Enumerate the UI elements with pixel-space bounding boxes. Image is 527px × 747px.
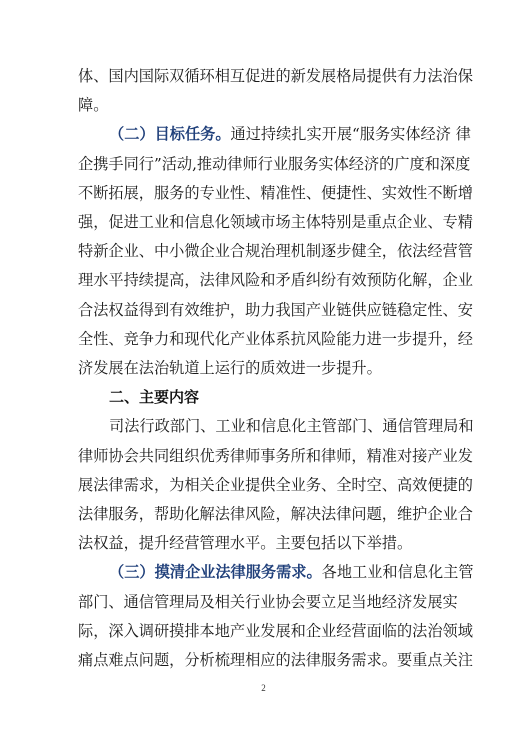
body-text-line: 特新企业、中小微企业合规治理机制逐步健全，依法经营管 [78,242,473,260]
subheading-objectives: （二）目标任务。 [109,125,231,143]
body-text-line: 强，促进工业和信息化领域市场主体特别是重点企业、专精 [78,213,473,231]
paragraph-demand-first-line [109,562,474,582]
body-text-fragment: 通过持续扎实开展“服务实体经济 律 [230,125,471,143]
body-text-line: 展法律需求，为相关企业提供全业务、全时空、高效便捷的 [78,476,473,494]
subheading-demand: （三）摸清企业法律服务需求。 [109,563,322,581]
body-text-line: 不断拓展，服务的专业性、精准性、便捷性、实效性不断增 [78,184,473,202]
body-text-line: 企携手同行”活动,推动律师行业服务实体经济的广度和深度 [78,155,471,173]
paragraph-objectives-first-line [109,124,471,144]
body-text-line: 障。 [78,96,109,114]
body-text-line: 法律服务，帮助化解法律风险，解决法律问题，维护企业合 [78,505,473,523]
body-text-line: 法权益，提升经营管理水平。主要包括以下举措。 [78,534,413,552]
body-text-fragment: 各地工业和信息化主管 [321,563,474,581]
body-text-line: 痛点难点问题，分析梳理相应的法律服务需求。要重点关注 [78,651,473,669]
section-heading-main-content: 二、主要内容 [109,388,200,406]
body-text-line: 济发展在法治轨道上运行的质效进一步提升。 [78,359,382,377]
body-text-line: 理水平持续提高，法律风险和矛盾纠纷有效预防化解，企业 [78,271,473,289]
body-text-line: 全性、竞争力和现代化产业体系抗风险能力进一步提升，经 [78,330,473,348]
body-text-line: 合法权益得到有效维护，助力我国产业链供应链稳定性、安 [78,301,473,319]
body-text-line: 部门、通信管理局及相关行业协会要立足当地经济发展实 [78,593,458,611]
body-text-line: 体、国内国际双循环相互促进的新发展格局提供有力法治保 [78,67,473,85]
body-text-line: 律师协会共同组织优秀律师事务所和律师，精准对接产业发 [78,447,473,465]
page-number: 2 [261,683,266,693]
body-text-line: 司法行政部门、工业和信息化主管部门、通信管理局和 [109,417,474,435]
body-text-line: 际，深入调研摸排本地产业发展和企业经营面临的法治领域 [78,622,473,640]
